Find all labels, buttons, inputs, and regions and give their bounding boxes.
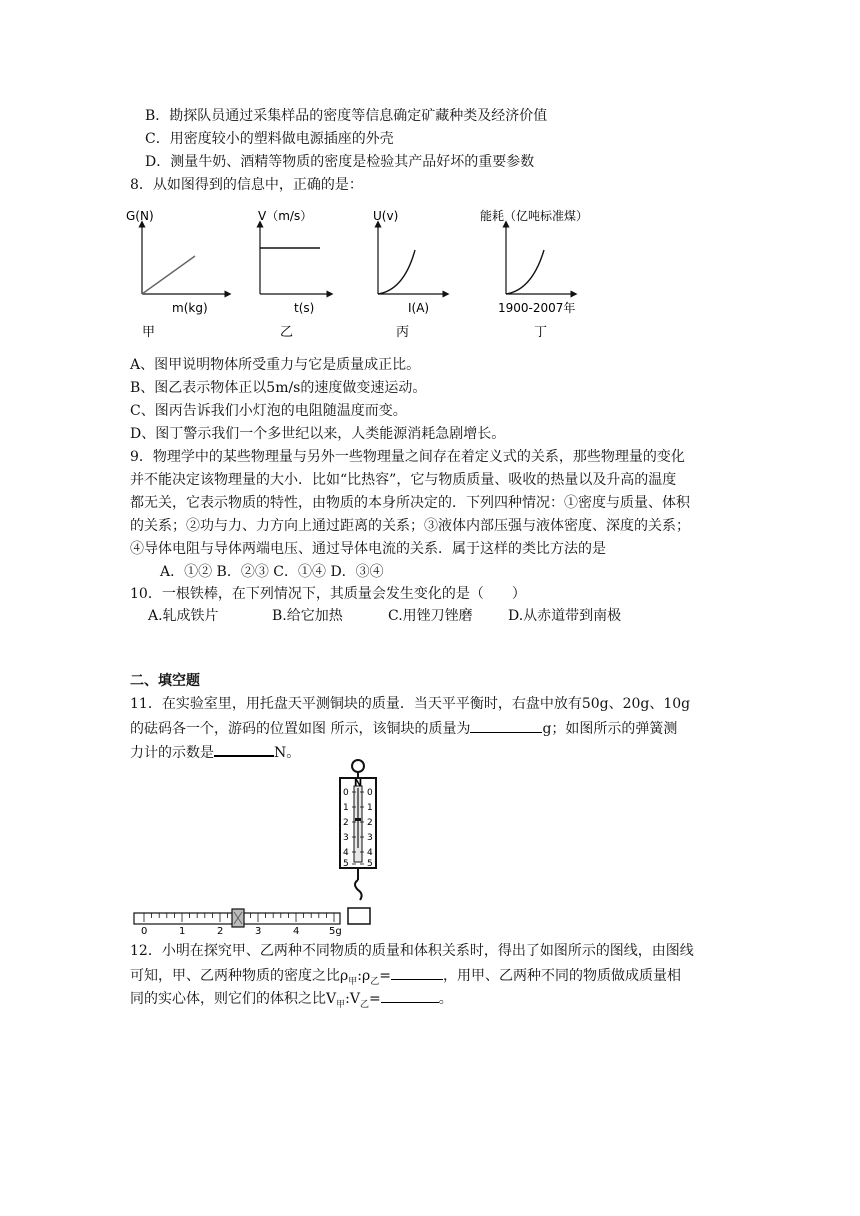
svg-text:2: 2 — [217, 926, 224, 936]
graph-yi-xlabel: t(s) — [294, 301, 315, 315]
q12-density-blank[interactable] — [391, 964, 443, 980]
q12-line-3-text-b: :V — [345, 991, 360, 1007]
svg-text:3: 3 — [343, 833, 349, 843]
q12-line-3-sub-yi: 乙 — [359, 999, 369, 1010]
graph-ding-ylabel: 能耗（亿吨标准煤） — [480, 209, 589, 223]
svg-text:3: 3 — [255, 926, 262, 936]
q12-sub-jia: 甲 — [348, 976, 358, 987]
graph-yi-caption: 乙 — [280, 325, 294, 340]
q8-option-a: A、图甲说明物体所受重力与它是质量成正比。 — [130, 357, 421, 373]
q9-line-5: ④导体电阻与导体两端电压、通过导体电流的关系．属于这样的类比方法的是 — [130, 541, 606, 557]
q10-option-a: A.轧成铁片 — [148, 608, 219, 624]
q11-line-3 — [130, 740, 300, 763]
q9-line-2: 并不能决定该物理量的大小．比如“比热容”，它与物质质量、吸收的热量以及升高的温度 — [130, 472, 677, 488]
q12-line-3-text-c: = — [368, 991, 381, 1007]
svg-text:0: 0 — [343, 788, 349, 798]
svg-text:5: 5 — [367, 859, 373, 869]
graph-jia-ylabel: G(N) — [126, 209, 154, 223]
svg-text:2: 2 — [343, 818, 349, 828]
q7-option-d: D．测量牛奶、酒精等物质的密度是检验其产品好坏的重要参数 — [145, 154, 535, 170]
svg-text:5g: 5g — [329, 926, 342, 936]
q11-force-blank[interactable] — [214, 740, 274, 757]
svg-text:3: 3 — [367, 833, 373, 843]
graph-bing — [373, 209, 446, 340]
q12-line-1: 12．小明在探究甲、乙两种不同物质的质量和体积关系时，得出了如图所示的图线，由图线 — [130, 943, 694, 959]
graph-jia-line — [142, 256, 195, 294]
section-title: 二、填空题 — [130, 673, 200, 689]
q11-line-2 — [130, 717, 677, 739]
q10-option-d: D.从赤道带到南极 — [508, 608, 622, 624]
graph-yi-ylabel: V（m/s） — [258, 209, 313, 223]
svg-text:0: 0 — [141, 926, 148, 936]
graph-ding-curve — [506, 250, 544, 294]
balance-rider-ruler — [132, 906, 362, 936]
q11-mass-blank[interactable] — [470, 717, 542, 733]
q12-line-2-text-c: = — [379, 968, 391, 984]
q9-line-1: 9．物理学中的某些物理量与另外一些物理量之间存在着定义式的关系，那些物理量的变化 — [130, 449, 685, 465]
graph-bing-curve — [378, 250, 415, 294]
q8-option-c: C、图丙告诉我们小灯泡的电阻随温度而变。 — [130, 403, 407, 419]
svg-text:4: 4 — [343, 848, 349, 858]
q12-line-3-sub-jia: 甲 — [336, 999, 346, 1010]
q12-line-3-text-d: 。 — [438, 991, 453, 1007]
q9-line-3: 都无关，它表示物质的特性，由物质的本身所决定的．下列四种情况：①密度与质量、体积 — [130, 495, 690, 511]
q8-option-d: D、图丁警示我们一个多世纪以来，人类能源消耗急剧增长。 — [130, 426, 506, 442]
graph-yi — [258, 209, 330, 340]
q7-option-c: C．用密度较小的塑料做电源插座的外壳 — [145, 131, 394, 147]
graph-jia-xlabel: m(kg) — [172, 301, 208, 315]
q12-line-2-text-d: ，用甲、乙两种不同的物质做成质量相 — [442, 968, 681, 984]
graph-jia — [126, 209, 228, 340]
svg-text:1: 1 — [179, 926, 186, 936]
svg-text:4: 4 — [367, 848, 373, 858]
q12-line-3-text-a: 同的实心体，则它们的体积之比V — [130, 991, 337, 1007]
spring-scale-figure — [330, 756, 390, 928]
svg-text:2: 2 — [367, 818, 373, 828]
q12-line-3 — [130, 987, 453, 1015]
graph-bing-ylabel: U(v) — [373, 209, 399, 223]
q11-line-3-text-a: 力计的示数是 — [130, 745, 214, 761]
q8-stem: 8．从如图得到的信息中，正确的是： — [130, 177, 363, 193]
q12-volume-blank[interactable] — [381, 987, 439, 1003]
q11-line-2-text-a: 的砝码各一个，游码的位置如图 所示，该铜块的质量为 — [130, 721, 471, 737]
q10-stem: 10．一根铁棒，在下列情况下，其质量会发生变化的是（ ） — [130, 586, 526, 602]
graph-bing-caption: 丙 — [396, 325, 410, 340]
q10-option-b: B.给它加热 — [272, 608, 343, 624]
graph-ding-xlabel: 1900-2007年 — [498, 301, 576, 315]
spring-scale-ring — [352, 760, 364, 772]
q12-line-2-text-b: :ρ — [357, 968, 371, 984]
q12-line-2-text-a: 可知，甲、乙两种物质的密度之比ρ — [130, 968, 349, 984]
spring-scale-hook — [355, 880, 362, 900]
spring-scale-pointer — [355, 818, 361, 821]
q8-option-b: B、图乙表示物体正以5m/s的速度做变速运动。 — [130, 380, 427, 396]
q9-options: A．①② B．②③ C．①④ D．③④ — [160, 564, 384, 580]
q11-line-1: 11．在实验室里，用托盘天平测铜块的质量．当天平平衡时，右盘中放有50g、20g、10g — [130, 696, 691, 712]
q11-line-3-text-b: N。 — [274, 745, 301, 761]
q11-line-2-text-b: g；如图所示的弹簧测 — [542, 721, 678, 737]
graph-ding — [480, 208, 588, 340]
q9-line-4: 的关系；②功与力、力方向上通过距离的关系；③液体内部压强与液体密度、深度的关系； — [130, 518, 690, 534]
svg-text:1: 1 — [367, 803, 373, 813]
graph-jia-caption: 甲 — [142, 325, 156, 340]
graph-ding-caption: 丁 — [534, 325, 548, 340]
q8-graphs-figure — [120, 198, 600, 346]
svg-text:1: 1 — [343, 803, 349, 813]
q10-option-c: C.用锉刀锉磨 — [388, 608, 473, 624]
svg-text:0: 0 — [367, 788, 373, 798]
spring-scale-unit: N — [353, 778, 363, 789]
q12-sub-yi: 乙 — [370, 976, 380, 987]
svg-text:5: 5 — [343, 859, 349, 869]
graph-bing-xlabel: I(A) — [408, 301, 430, 315]
svg-text:4: 4 — [293, 926, 300, 936]
q7-option-b: B．勘探队员通过采集样品的密度等信息确定矿藏种类及经济价值 — [145, 108, 548, 124]
